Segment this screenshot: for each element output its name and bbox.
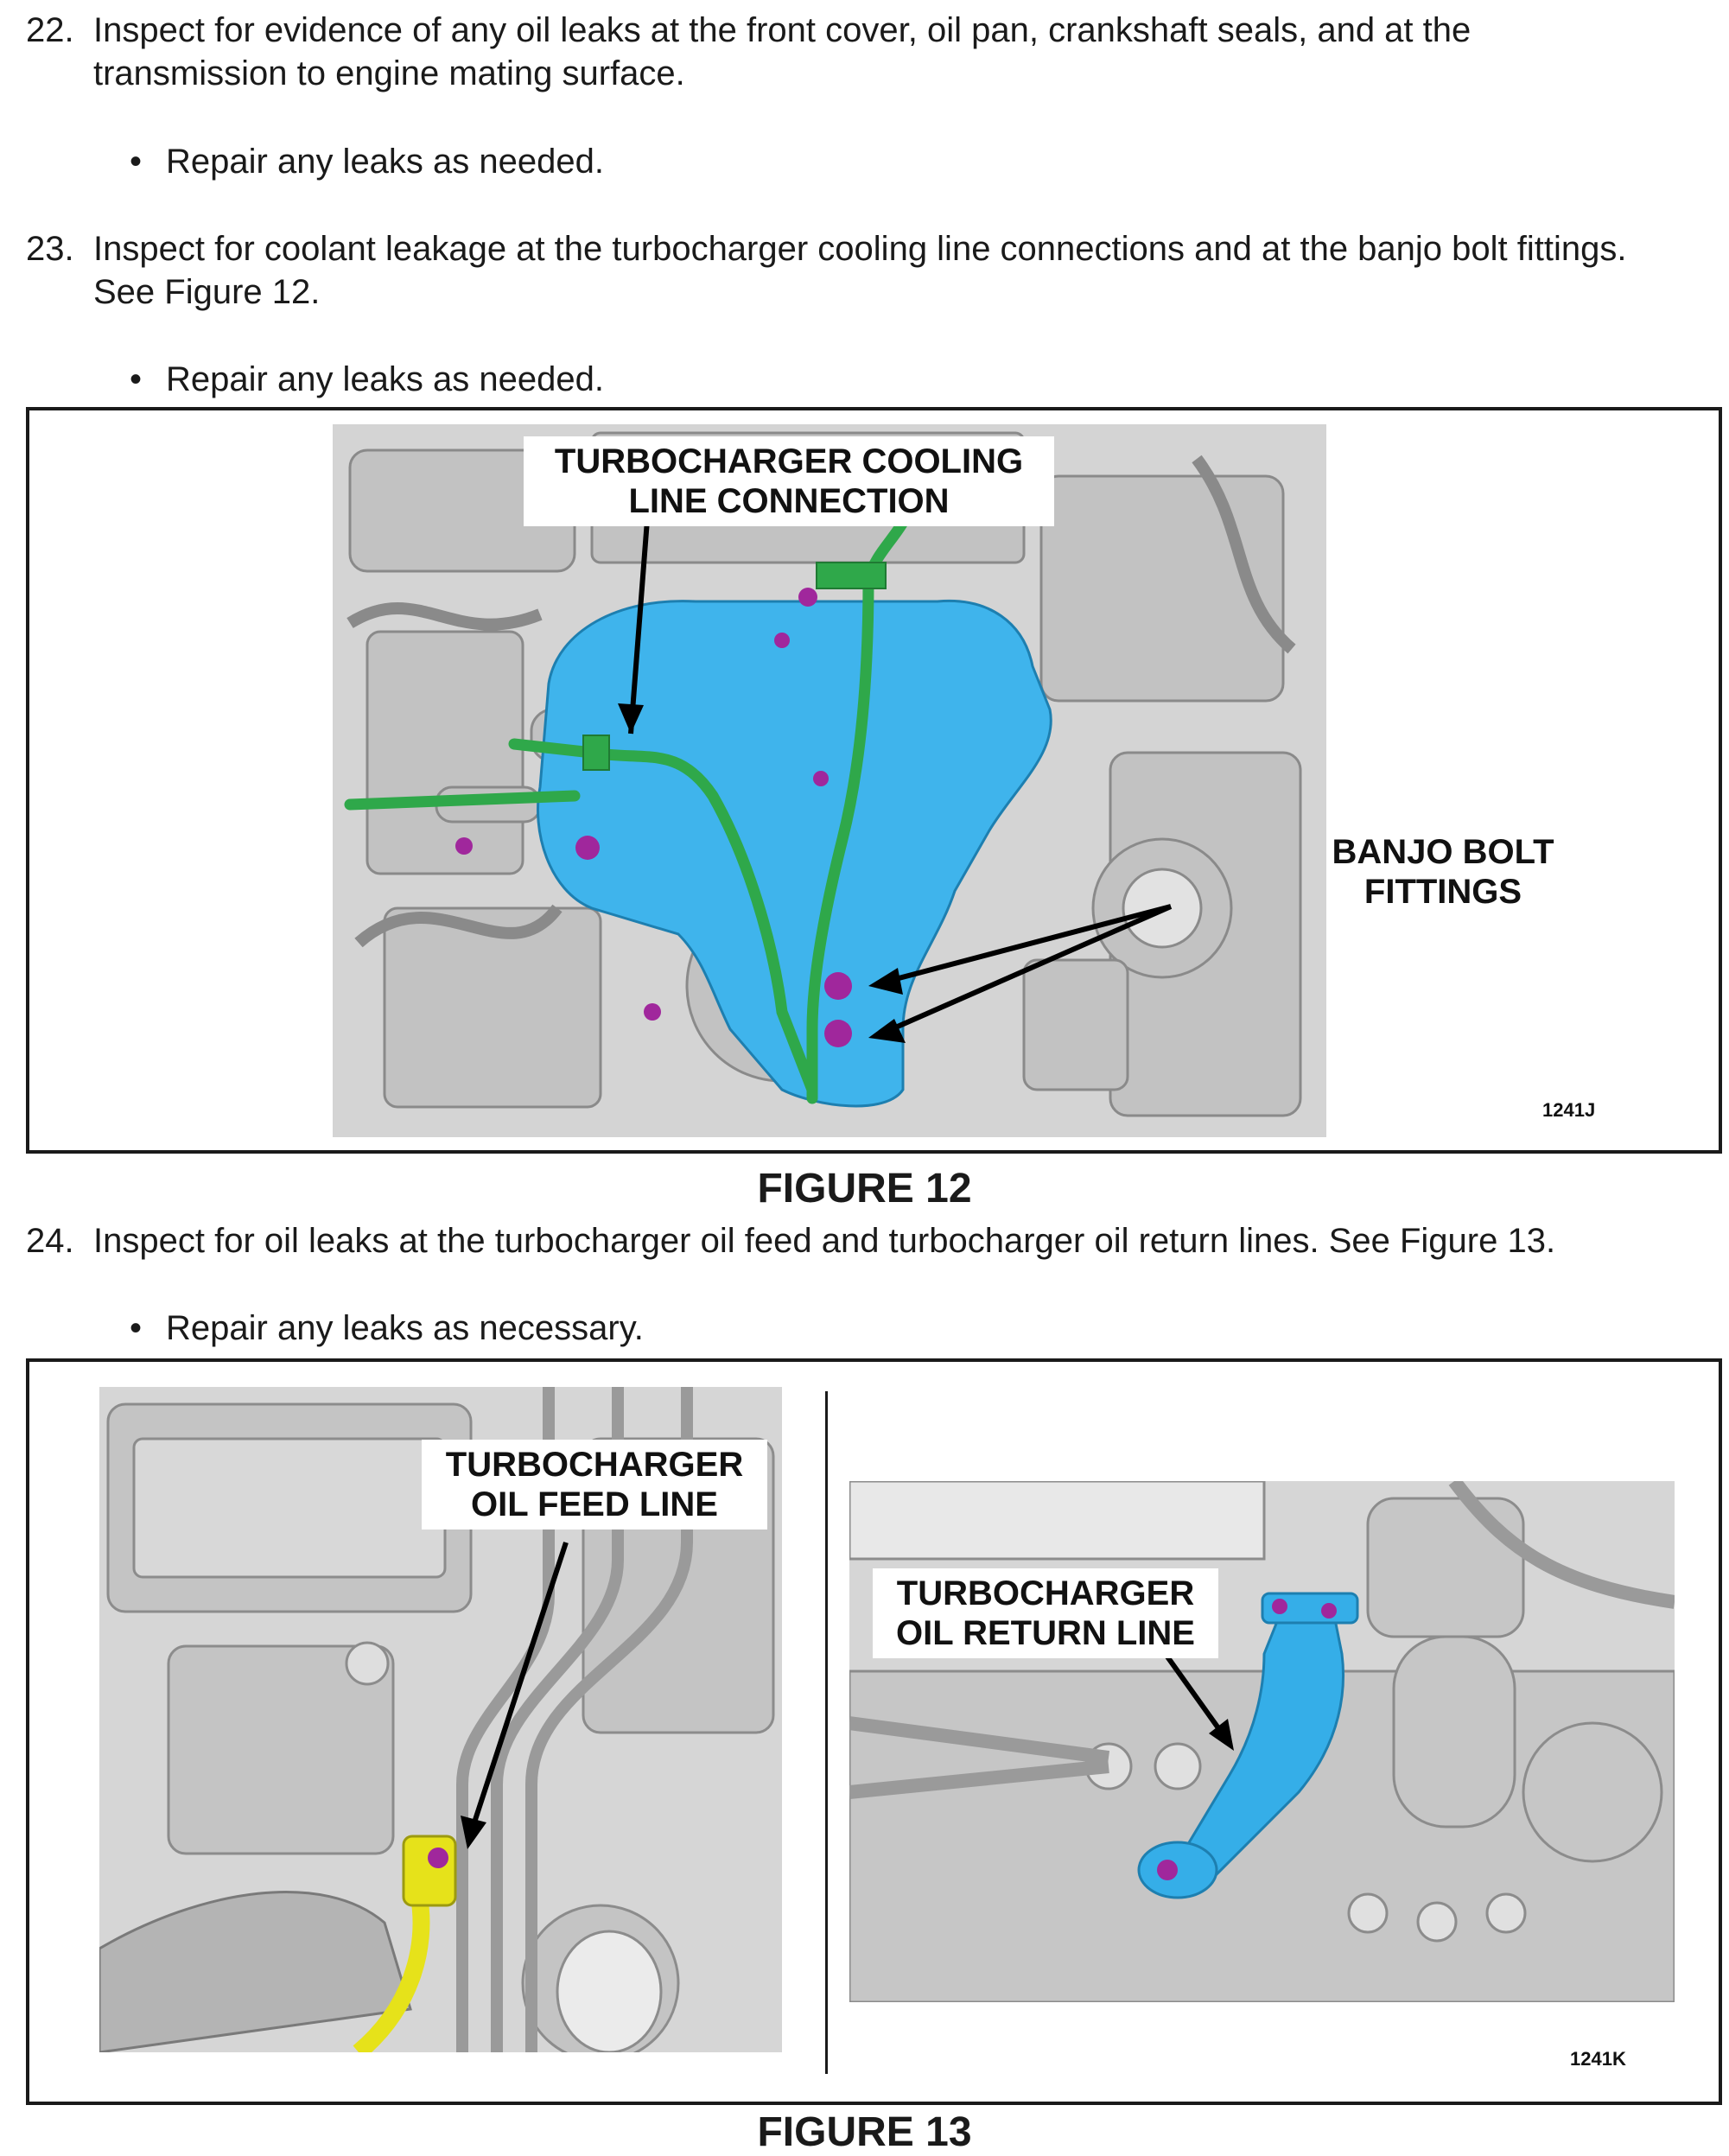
step-number: 24. xyxy=(26,1222,74,1260)
oil-return-bolt xyxy=(1321,1603,1337,1619)
callout-line: LINE CONNECTION xyxy=(628,482,950,520)
callout-line: OIL FEED LINE xyxy=(471,1485,718,1523)
step-text xyxy=(93,227,1718,314)
callout-line: TURBOCHARGER xyxy=(445,1446,744,1484)
callout-line: TURBOCHARGER xyxy=(896,1574,1195,1612)
banjo-bolt-2 xyxy=(824,1020,852,1047)
oil-feed-bolt xyxy=(428,1848,448,1868)
figure-13-right-illustration xyxy=(849,1481,1675,2002)
figure-13-caption: FIGURE 13 xyxy=(757,2109,972,2155)
step-text-line: Inspect for oil leaks at the turbocharger oil feed and turbocharger oil return lines. See Figure 13. xyxy=(93,1222,1556,1260)
cooling-line-callout xyxy=(524,436,1054,526)
bullet-dot: • xyxy=(130,143,143,181)
step-text-line: Inspect for evidence of any oil leaks at the front cover, oil pan, crankshaft seals, and at the xyxy=(93,11,1472,49)
figure-13-divider xyxy=(825,1391,828,2074)
figure-12-id: 1241J xyxy=(1542,1099,1596,1121)
bullet-dot: • xyxy=(130,1309,143,1347)
oil-return-callout xyxy=(873,1568,1218,1658)
callout-line: OIL RETURN LINE xyxy=(896,1614,1195,1652)
figure-13-id: 1241K xyxy=(1570,2048,1626,2070)
oil-feed-callout xyxy=(422,1440,767,1530)
oil-return-bolt xyxy=(1272,1599,1287,1614)
step-text xyxy=(93,1219,1718,1262)
step-number: 23. xyxy=(26,230,74,268)
figure-12-illustration xyxy=(333,424,1326,1137)
bullet-text: Repair any leaks as necessary. xyxy=(166,1309,644,1347)
figure-12-caption: FIGURE 12 xyxy=(757,1166,972,1212)
step-text xyxy=(93,9,1718,95)
banjo-bolt-1 xyxy=(824,972,852,1000)
banjo-bolt-callout xyxy=(1318,832,1568,912)
oil-feed-fitting xyxy=(404,1836,455,1905)
callout-line: FITTINGS xyxy=(1363,873,1522,911)
callout-line: TURBOCHARGER COOLING xyxy=(554,442,1024,480)
step-text-line: See Figure 12. xyxy=(93,273,321,311)
oil-return-bolt xyxy=(1157,1860,1178,1880)
bullet-dot: • xyxy=(130,360,143,398)
bullet-text: Repair any leaks as needed. xyxy=(166,360,604,398)
bullet-text: Repair any leaks as needed. xyxy=(166,143,604,181)
step-text-line: Inspect for coolant leakage at the turbocharger cooling line connections and at the banjo bolt fittings. xyxy=(93,230,1627,268)
step-text-line: transmission to engine mating surface. xyxy=(93,54,685,92)
callout-line: BANJO BOLT xyxy=(1332,833,1554,871)
step-number: 22. xyxy=(26,11,74,49)
